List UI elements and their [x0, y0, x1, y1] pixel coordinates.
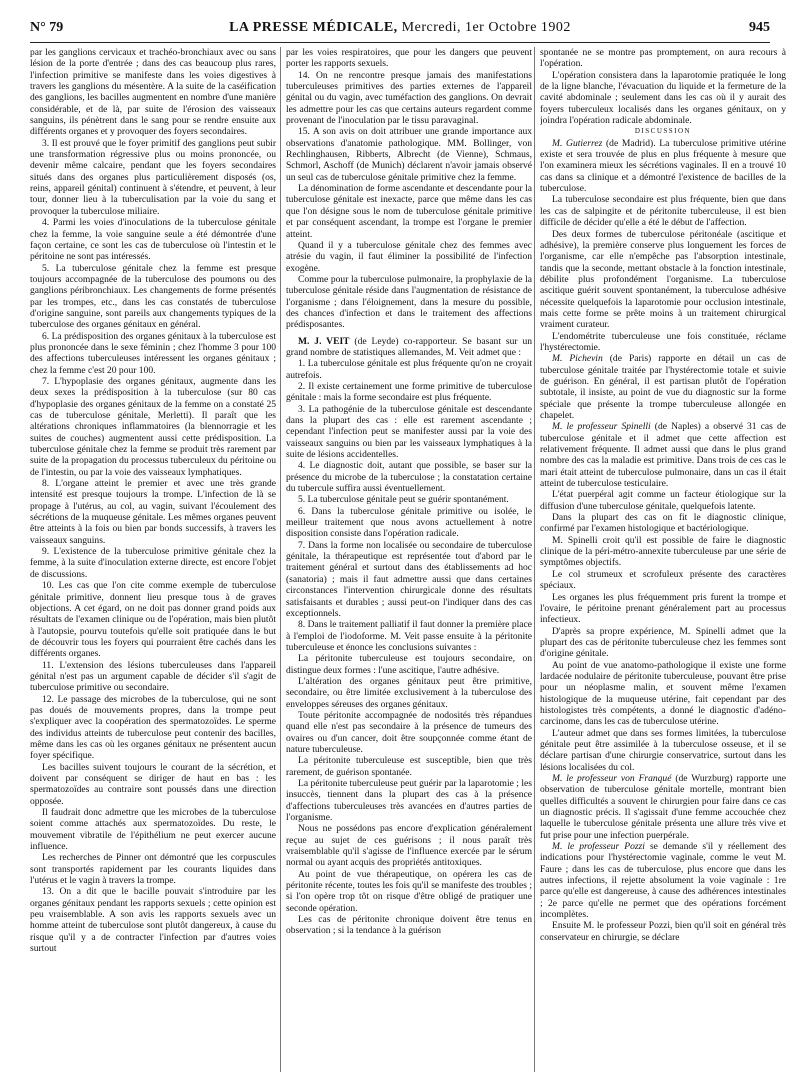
- paragraph: [540, 47, 786, 70]
- paragraph-text: (de Paris) rapporte en détail un cas de tuberculose génitale traitée par l'hystérectomie totale et suivie de guérison. En général, il est partisan plutôt de l'opération subtotale, il insiste, au point de vue du diagnostic sur la forme spéciale que présente la trompe tuberculeuse allongée en chapelet.: [540, 353, 786, 421]
- paragraph-text: 14. On ne rencontre presque jamais des manifestations tuberculeuses primitives des parties externes de l'appareil génital ou du vagin, avec tuméfaction des ganglions. On devrait les admettre pour les cas que certains auteurs regardent comme provenant de l'inoculation par le tissu paravaginal.: [286, 69, 532, 127]
- paragraph: [30, 478, 276, 546]
- paragraph-text: L'opération consistera dans la laparotomie pratiquée le long de la ligne blanche, l'évacuation du liquide et la fermeture de la cavité abdominale ; seulement dans les cas où il y aurait des foyers tuberculeux localisés dans les organes génitaux, on y joindra l'opération radicale abdominale.: [540, 69, 786, 127]
- paragraph: [540, 660, 786, 728]
- discussion-heading: DISCUSSION: [634, 127, 692, 136]
- paragraph: [540, 70, 786, 127]
- text-column-2: [286, 47, 532, 1074]
- paragraph-text: Quand il y a tuberculose génitale chez des femmes avec atrésie du vagin, il faut éliminer la possibilité de l'infection exogène.: [286, 239, 532, 274]
- paragraph-text: Au point de vue anatomo-pathologique il existe une forme lardacée nodulaire de péritonite tuberculeuse, pouvant être prise pour un néoplasme malin, et souvent même l'examen histologique de la muqueuse utérine, fait cependant par des histologistes très compétents, a donné le diagnostic d'adéno-carcinome, dans les cas de tuberculose utérine.: [540, 659, 786, 728]
- paragraph-text: 7. L'hypoplasie des organes génitaux, augmente dans les deux sexes la prédisposition à la tuberculose (sur 80 cas d'hypoplasie des organes génitaux de la femme on a constaté 25 cas de tuberculose génitale, Merletti). Il paraît que les altérations chroniques inflammatoires (la blennorragie et les suites de couches) augmentent aussi cette prédisposition. La tuberculose génitale chez la femme se produit très rarement par suite de la propagation du processus tuberculeux du péritoine ou de l'intestin, ou par la voie des vaisseaux lymphatiques.: [30, 375, 276, 478]
- paragraph-text: (de Wurzburg) rapporte une observation de tuberculose génitale mortelle, montrant bien quelles difficultés a souvent le chirurgien pour faire dans ce cas un diagnostic précis. Il s'agissait d'une femme accouchée chez laquelle le tuberculose génitale présenta une allure très vive et fut prise pour une infection puerpérale.: [540, 773, 786, 841]
- paragraph-text: Ensuite M. le professeur Pozzi, bien qu'il soit en général très conservateur en chirurgie, se déclare: [540, 920, 786, 943]
- paragraph: [540, 569, 786, 592]
- paragraph: [286, 274, 532, 331]
- paragraph: [30, 138, 276, 217]
- paragraph: [286, 619, 532, 653]
- speaker-name: M. le professeur Spinelli: [552, 421, 651, 433]
- paragraph: [540, 353, 786, 421]
- paragraph: [30, 331, 276, 376]
- paragraph: [540, 229, 786, 331]
- paragraph-text: Dans la plupart des cas on fit le diagnostic clinique, confirmé par l'examen histologique et bactériologique.: [540, 512, 786, 535]
- journal-name: LA PRESSE MÉDICALE,: [229, 20, 398, 35]
- paragraph: [286, 381, 532, 404]
- paragraph: [286, 778, 532, 823]
- paragraph-text: 4. Le diagnostic doit, autant que possible, se baser sur la présence du microbe de la tuberculose ; la constatation certaine du tubercule suffira aussi éventuellement.: [286, 460, 532, 495]
- paragraph: [540, 920, 786, 943]
- paragraph-text: La péritonite tuberculeuse peut guérir par la laparotomie ; les insuccès, tiennent dans la plupart des cas à la présence d'affections tuberculeuses très avancées en d'autres parties de l'organisme.: [286, 778, 532, 824]
- paragraph: [286, 676, 532, 710]
- column-divider: [280, 47, 281, 1072]
- paragraph-text: 5. La tuberculose génitale peut se guérir spontanément.: [298, 494, 509, 506]
- speaker-name: M. Gutierrez: [552, 137, 603, 149]
- paragraph: [286, 47, 532, 70]
- paragraph-text: L'auteur admet que dans ses formes limitées, la tuberculose génitale peut être assimilée à la tuberculose osseuse, et il se déclare partisan d'une chirurgie conservatrice, surtout dans les lésions localisées du col.: [540, 727, 786, 773]
- paragraph: [30, 762, 276, 807]
- paragraph-text: 11. L'extension des lésions tuberculeuses dans l'appareil génital n'est pas un argument capable de décider s'il s'agit de tuberculose primitive ou secondaire.: [30, 659, 276, 694]
- paragraph: [286, 540, 532, 619]
- paragraph-text: (de Naples) a observé 31 cas de tuberculose génitale et il admet que cette affection est relativement fréquente. Il admet aussi que dans le plus grand nombre des cas la maladie est primitive. Dans trois de ces cas le mari était atteint de tuberculose pulmonaire, dans un cas il était atteint de tuberculose testiculaire.: [540, 421, 786, 490]
- paragraph-text: Des deux formes de tuberculose péritonéale (ascitique et adhésive), la première conserve plus longuement les forces de l'organisme, car elle n'empêche pas l'absorption intestinale, tandis que la seconde, mettant obstacle à la fonction intestinale, débilite plus profondément l'organisme. La tuberculose ascitique guérit souvent spontanément, la tuberculose adhésive nécessite quelquefois la laparotomie pour occlusion intestinale, mais cette forme se prête moins à un traitement chirurgical vraiment curateur.: [540, 228, 786, 331]
- paragraph-text: 4. Parmi les voies d'inoculations de la tuberculose génitale chez la femme, la voie sanguine seule a été démontrée d'une façon certaine, ce sont les cas de tuberculose où l'intestin et le péritoine ne sont pas intéressés.: [30, 217, 276, 263]
- paragraph: [286, 358, 532, 381]
- paragraph: [30, 263, 276, 331]
- paragraph-text: L'état puerpéral agit comme un facteur étiologique sur la diffusion d'une tuberculose génitale, quelquefois latente.: [540, 489, 786, 512]
- paragraph: [286, 183, 532, 240]
- text-column-1: [30, 47, 276, 1074]
- paragraph: [286, 823, 532, 868]
- paragraph-text: 13. On a dit que le bacille pouvait s'introduire par les organes génitaux pendant les rapports sexuels ; cette opinion est peu vraisemblable. A son avis les rapports sexuels avec un homme atteint de tuberculose sont plutôt dangereux, à cause du risque qu'il y a de contracter l'infection par d'autres voies surtout: [30, 886, 276, 955]
- paragraph-text: La péritonite tuberculeuse est toujours secondaire, on distingue deux formes : l'une ascitique, l'autre adhésive.: [286, 653, 532, 676]
- paragraph-text: Comme pour la tuberculose pulmonaire, la prophylaxie de la tuberculose génitale réside dans l'augmentation de résistance de l'organisme ; dans l'éloignement, dans la mesure du possible, des chances d'infection et dans le traitement des affections prédisposantes.: [286, 273, 532, 331]
- paragraph: [30, 886, 276, 954]
- paragraph-text: 3. Il est prouvé que le foyer primitif des ganglions peut subir une transformation régressive plus ou moins prononcée, ou devenir même calcaire, pendant que les foyers secondaires situés dans des organes plus particulièrement disposés (os, reins, appareil génital) continuent à s'étendre, et peuvent, à leur tour, donner lieu à la tuberculisation par la voie du sang et provoquer la tuberculose miliaire.: [30, 137, 276, 217]
- paragraph-text: 12. Le passage des microbes de la tuberculose, qui ne sont pas doués de mouvements propres, dans la trompe peut s'expliquer avec la coopération des spermatozoïdes. Le sperme des individus atteints de tuberculose peut contenir des bacilles, même dans les cas où les organes génitaux ne présentent aucun foyer spécifique.: [30, 693, 276, 762]
- speaker-name: M. le professeur Pozzi: [552, 841, 645, 853]
- paragraph: [286, 240, 532, 274]
- paragraph-text: Les recherches de Pinner ont démontré que les corpuscules sont transportés rapidement par les courants liquides dans l'utérus et le vagin à travers la trompe.: [30, 852, 276, 887]
- paragraph-text: M. Spinelli croit qu'il est possible de faire le diagnostic clinique de la péri-métro-annexite tuberculeuse par une série de symptômes objectifs.: [540, 534, 786, 569]
- paragraph-text: par les ganglions cervicaux et trachéo-bronchiaux avec ou sans lésion de la porte d'entrée ; dans des cas beaucoup plus rares, l'infection primitive se manifeste dans les voies digestives à travers les ganglions du mésentère. A la suite de la caséification des ganglions, les bacilles augmentent en nombre d'une manière considérable, et de là, par suite de l'érosion des vaisseaux sanguins, ils pénètrent dans le sang pour se rendre ensuite aux différents organes et y provoquer des foyers secondaires.: [30, 47, 276, 138]
- paragraph: [540, 728, 786, 773]
- paragraph-text: 8. L'organe atteint le premier et avec une très grande intensité est presque toujours la trompe. L'infection de là se propage à l'utérus, au col, au vagin, suivant l'écoulement des sécrétions de la muqueuse génitale. Les mêmes organes peuvent être atteints à la fois ou bien par bonds successifs, à travers les vaisseaux sanguins.: [30, 478, 276, 546]
- paragraph: [286, 404, 532, 461]
- paragraph-text: Les cas de péritonite chronique doivent être tenus en observation ; si la tendance à la guérison: [286, 914, 532, 937]
- page-header: [30, 20, 770, 43]
- paragraph-text: Nous ne possédons pas encore d'explication généralement reçue au sujet de ces guérisons ; il nous paraît très vraisemblable qu'il s'agisse de l'influence exercée par le sérum normal ou ayant acquis des propriétés antitoxiques.: [286, 823, 532, 869]
- paragraph: [540, 592, 786, 626]
- paragraph-text: (de Madrid). La tuberculose primitive utérine existe et sera trouvée de plus en plus fréquente à mesure que l'on examinera mieux les sécrétions vaginales. Il en a trouvé 10 cas dans sa clinique et a démontré l'existence de bacilles de la tuberculose.: [540, 137, 786, 195]
- paragraph: [540, 138, 786, 195]
- paragraph-text: 8. Dans le traitement palliatif il faut donner la première place à l'emploi de l'iodoforme. M. Veit passe ensuite à la péritonite tuberculeuse et énonce les conclusions suivantes :: [286, 619, 532, 653]
- paragraph: [540, 535, 786, 569]
- column-divider: [534, 47, 535, 1072]
- paragraph: [540, 626, 786, 660]
- paragraph-text: se demande s'il y réellement des indications pour l'hystérectomie vaginale, comme le veut M. Faure ; dans les cas de tuberculose, plus encore que dans les autres infections, il rejette absolument la voie vaginale : 1re parce qu'elle est dangereuse, à cause des adhérences intestinales ; 2e parce qu'elle ne permet que des opérations forcément incomplètes.: [540, 841, 786, 921]
- paragraph-text: Au point de vue thérapeutique, on opérera les cas de péritonite récente, toutes les fois qu'il se manifeste des troubles ; si l'on opère trop tôt on risque d'être obligé de pratiquer une seconde opération.: [286, 868, 532, 914]
- speaker-name: M. J. VEIT: [298, 335, 350, 347]
- paragraph-text: 9. L'existence de la tuberculose primitive génitale chez la femme, à la suite d'inoculation externe directe, est encore l'objet de discussions.: [30, 546, 276, 580]
- paragraph-text: 15. A son avis on doit attribuer une grande importance aux observations d'anatomie pathologique. MM. Bollinger, von Rechlinghausen, Ribberts, Albrecht (de Vienne), Schmaus, Schmorl, Aschoff (de Munich) déclarent n'avoir jamais observé un seul cas de tuberculose génitale primitive chez la femme.: [286, 126, 532, 183]
- paragraph: [30, 376, 276, 478]
- paragraph: [540, 512, 786, 535]
- paragraph: [540, 421, 786, 489]
- paragraph: [30, 217, 276, 262]
- paragraph-text: 6. Dans la tuberculose génitale primitive ou isolée, le meilleur traitement que nous avons actuellement à notre disposition consiste dans l'opération radicale.: [286, 505, 532, 540]
- paragraph: [286, 869, 532, 914]
- paragraph-text: La péritonite tuberculeuse est susceptible, bien que très rarement, de guérison spontanée.: [286, 755, 532, 778]
- paragraph-text: Les organes les plus fréquemment pris furent la trompe et l'ovaire, le péritoine prenant généralement part au processus infectieux.: [540, 591, 786, 626]
- paragraph-text: 7. Dans la forme non localisée ou secondaire de tuberculose génitale, la thérapeutique est représentée tout d'abord par le traitement général et surtout dans des établissements ad hoc (sanatoria) ; mais il faut admettre aussi que dans certaines circonstances l'intervention chirurgicale donne des résultats satisfaisants et durables ; aussi peut-on l'indiquer dans des cas exceptionnels.: [286, 539, 532, 619]
- paragraph: [286, 710, 532, 755]
- paragraph-text: 6. La prédisposition des organes génitaux à la tuberculose est plus prononcée dans le sexe féminin ; chez l'homme 3 pour 100 des affections tuberculeuses intéressent les organes génitaux ; chez la femme c'est 20 pour 100.: [30, 330, 276, 376]
- paragraph-text: par les voies respiratoires, que pour les dangers que peuvent porter les rapports sexuels.: [286, 47, 532, 70]
- paragraph: [286, 914, 532, 937]
- paragraph-text: 10. Les cas que l'on cite comme exemple de tuberculose génitale primitive, donnent lieu presque tous à de graves objections. A cet égard, on ne doit pas donner grand poids aux résultats de l'examen clinique ou de l'opération, mais bien plutôt à l'autopsie, pourvu toutefois qu'elle soit pratiquée dans le but de découvrir tous les foyers qui pourraient être cachés dans les différents organes.: [30, 580, 276, 660]
- paragraph-text: Il faudrait donc admettre que les microbes de la tuberculose soient comme attachés aux spermatozoïdes. Du reste, le mouvement vibratile de l'épithélium ne peut exercer aucune influence.: [30, 807, 276, 853]
- paragraph-text: 1. La tuberculose génitale est plus fréquente qu'on ne croyait autrefois.: [286, 358, 532, 381]
- paragraph-text: D'après sa propre expérience, M. Spinelli admet que la plupart des cas de péritonite tuberculeuse chez les femmes sont d'origine génitale.: [540, 625, 786, 660]
- paragraph-text: L'altération des organes génitaux peut être primitive, secondaire, ou être limitée exclusivement à la tuberculose des enveloppes séreuses des organes génitaux.: [286, 675, 532, 710]
- paragraph: [286, 506, 532, 540]
- paragraph-text: La tuberculose secondaire est plus fréquente, bien que dans les cas de salpingite et de péritonite tuberculeuse, il est bien difficile de décider qu'elle a été le début de l'affection.: [540, 194, 786, 229]
- paragraph-text: 3. La pathogénie de la tuberculose génitale est descendante dans la plupart des cas : elle est rarement ascendante ; cependant l'infection peut se manifester aussi par la voie des vaisseaux sanguins ou bien par les vaisseaux lymphatiques à la suite de lésions accidentelles.: [286, 403, 532, 461]
- issue-date: Mercredi, 1er Octobre 1902: [401, 20, 571, 35]
- paragraph: [286, 755, 532, 778]
- paragraph-text: Toute péritonite accompagnée de nodosités très répandues quand elle n'est pas secondaire à la présence de tumeurs des ovaires ou d'un cancer, doit être soupçonnée comme étant de nature tuberculeuse.: [286, 709, 532, 755]
- column-3-top: [540, 47, 786, 126]
- paragraph-text: 5. La tuberculose génitale chez la femme est presque toujours accompagnée de la tuberculose des poumons ou des ganglions péribronchiaux. Les changements de forme présentés par les trompes, etc., dans les cas constatés de tuberculose d'origine sanguine, sont pareils aux changements typiques de la tuberculose des organes génitaux en général.: [30, 262, 276, 331]
- issue-number: N° 79: [30, 20, 64, 35]
- speaker-name: M. le professeur von Franqué: [552, 773, 672, 784]
- paragraph-text: 2. Il existe certainement une forme primitive de tuberculose génitale : mais la forme secondaire est plus fréquente.: [286, 380, 532, 404]
- paragraph: [540, 489, 786, 512]
- paragraph: [540, 194, 786, 228]
- paragraph: [30, 546, 276, 580]
- paragraph: [286, 653, 532, 676]
- paragraph: [30, 47, 276, 138]
- paragraph-text: La dénomination de forme ascendante et descendante pour la tuberculose génitale est inexacte, parce que même dans les cas que l'on désigne sous le nom de tuberculose génitale primitive et par conséquent ascendant, la trompe est l'organe le premier atteint.: [286, 183, 532, 240]
- column-3-bottom: [540, 138, 786, 943]
- paragraph-text: L'endométrite tuberculeuse une fois constituée, réclame l'hystérectomie.: [540, 330, 786, 353]
- paragraph: [286, 494, 532, 505]
- journal-title: [30, 20, 770, 36]
- paragraph-text: spontanée ne se montre pas promptement, on aura recours à l'opération.: [540, 47, 786, 70]
- paragraph: [30, 807, 276, 852]
- paragraph: [540, 331, 786, 354]
- paragraph: [30, 660, 276, 694]
- paragraph: [286, 460, 532, 494]
- paragraph-text: Le col strumeux et scrofuleux présente des caractères spéciaux.: [540, 568, 786, 592]
- paragraph: [30, 852, 276, 886]
- paragraph: [540, 841, 786, 920]
- paragraph: [540, 773, 786, 841]
- page-number: 945: [749, 20, 770, 35]
- paragraph: [286, 70, 532, 127]
- text-column-3: [540, 47, 786, 1074]
- paragraph: [30, 580, 276, 659]
- paragraph-text: (de Leyde) co-rapporteur. Se basant sur un grand nombre de statistiques allemandes, M. Veit admet que :: [286, 335, 532, 358]
- paragraph: [286, 336, 532, 359]
- paragraph-text: Les bacilles suivent toujours le courant de la sécrétion, et doivent par conséquent se diriger de haut en bas : les spermatozoïdes au contraire sont poussés dans une direction opposée.: [30, 761, 276, 807]
- paragraph: [286, 126, 532, 183]
- speaker-name: M. Pichevin: [552, 353, 603, 365]
- paragraph: [30, 694, 276, 762]
